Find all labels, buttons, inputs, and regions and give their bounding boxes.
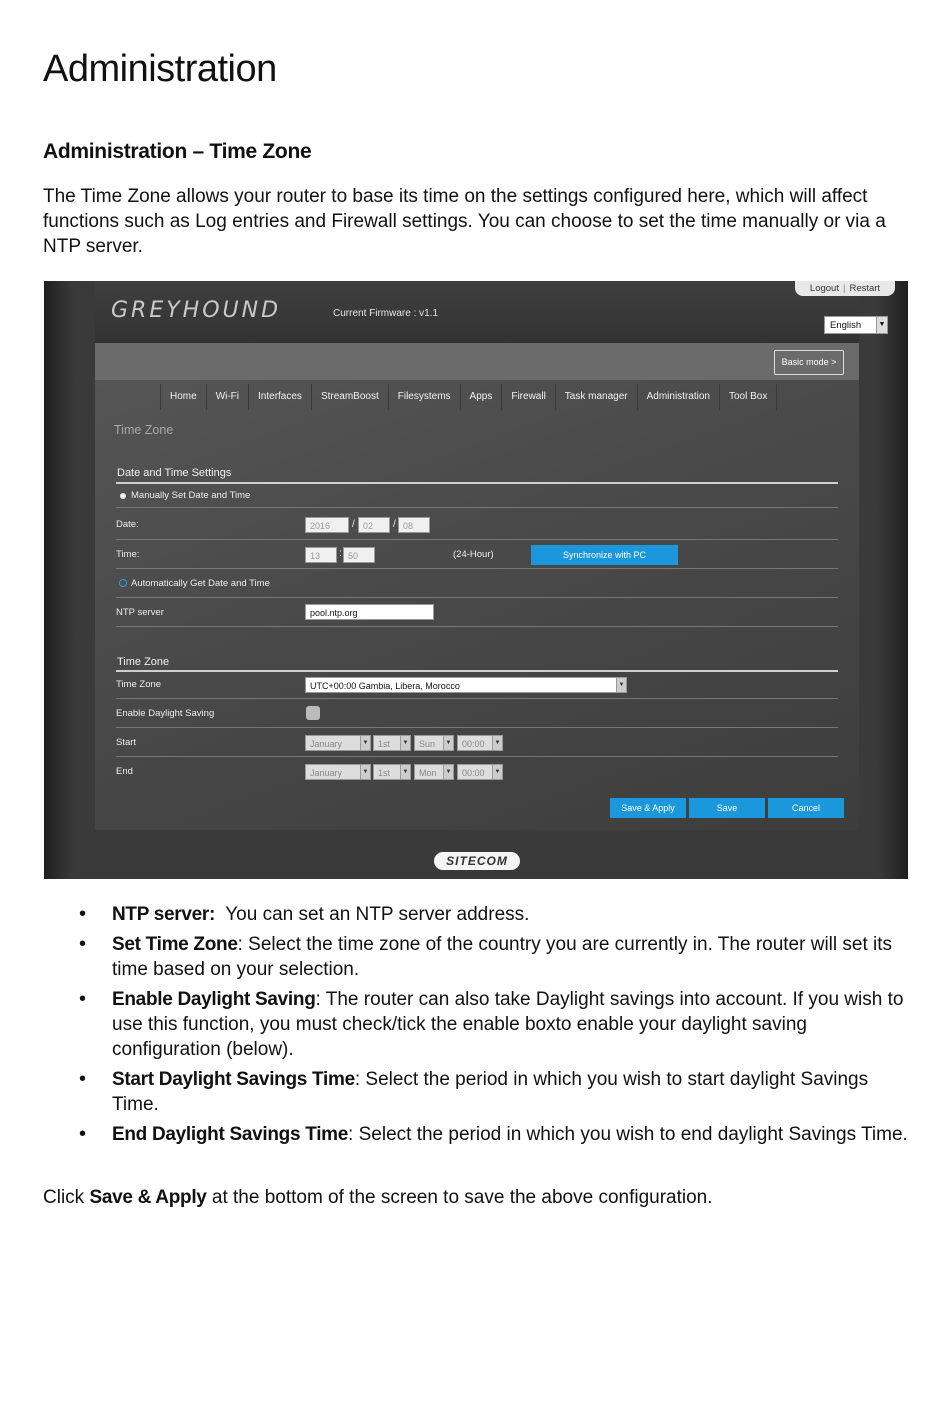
link-separator: | [842,283,846,294]
divider [116,626,838,627]
start-day-select[interactable] [414,735,454,751]
divider [116,539,838,540]
nav-apps[interactable]: Apps [461,384,503,410]
router-screenshot [44,281,908,879]
divider [116,670,838,672]
start-time-select[interactable] [457,735,503,751]
timezone-select[interactable] [305,677,627,693]
divider [116,597,838,598]
closing-bold: Save & Apply [89,1187,207,1208]
main-nav [160,384,777,410]
date-label: Date: [116,519,139,530]
section-title: Administration – Time Zone [43,140,312,163]
feature-list [79,902,909,1152]
time-separator: : [339,548,342,559]
chevron-down-icon: ▼ [400,736,410,750]
start-day-value: Sun [419,739,436,749]
main-panel [95,380,859,830]
bullet-text: : The router can also take Daylight savings into account. If you wish to use this function, you must check/tick the enable boxto enable your daylight saving configuration (below). [112,989,904,1060]
chevron-down-icon: ▼ [360,736,370,750]
bullet-term: Set Time Zone [112,934,238,955]
restart-link[interactable]: Restart [849,283,881,294]
start-month-value: January [310,739,343,749]
date-separator: / [393,519,396,530]
language-value: English [830,320,862,331]
date-time-section-title: Date and Time Settings [117,467,232,479]
dst-checkbox[interactable] [306,706,320,720]
panel-heading: Time Zone [114,423,174,437]
nav-home[interactable]: Home [161,384,207,410]
chevron-down-icon: ▼ [443,736,453,750]
firmware-version: Current Firmware : v1.1 [333,308,439,319]
sync-with-pc-button[interactable]: Synchronize with PC [531,545,678,565]
chevron-down-icon: ▼ [492,765,502,779]
end-month-select[interactable] [305,764,371,780]
hour-input[interactable]: 13 [305,547,337,563]
time-label: Time: [116,549,140,560]
date-separator: / [352,519,355,530]
end-time-value: 00:00 [462,768,485,778]
manual-option-label: Manually Set Date and Time [131,490,251,501]
bullet-term: NTP server: [112,904,216,925]
nav-wifi[interactable]: Wi-Fi [207,384,249,410]
nav-administration[interactable]: Administration [638,384,720,410]
chevron-down-icon: ▼ [876,317,887,333]
start-time-value: 00:00 [462,739,485,749]
end-day-select[interactable] [414,764,454,780]
chevron-down-icon: ▼ [360,765,370,779]
chevron-down-icon: ▼ [400,765,410,779]
closing-post: at the bottom of the screen to save the above configuration. [206,1187,713,1208]
logout-link[interactable]: Logout [809,283,839,294]
bullet-text: : Select the period in which you wish to end daylight Savings Time. [348,1124,908,1145]
bullet-text: You can set an NTP server address. [215,904,530,925]
closing-pre: Click [43,1187,90,1208]
start-week-select[interactable] [373,735,411,751]
list-item [79,902,909,927]
end-day-value: Mon [419,768,437,778]
save-button[interactable]: Save [689,798,765,818]
manual-radio[interactable] [120,493,126,499]
nav-toolbox[interactable]: Tool Box [720,384,777,410]
timezone-label: Time Zone [116,679,162,690]
bullet-term: Enable Daylight Saving [112,989,316,1010]
page-title: Administration [43,48,277,90]
bullet-term: End Daylight Savings Time [112,1124,349,1145]
sitecom-logo: SITECOM [434,852,520,870]
time-format-label: (24-Hour) [453,549,494,560]
intro-paragraph: The Time Zone allows your router to base its time on the settings configured here, which will affect functions such as Log entries and Firewall settings. You can choose to set the time manually or via a NTP server. [43,186,886,257]
list-item [79,1122,909,1147]
nav-streamboost[interactable]: StreamBoost [312,384,389,410]
basic-mode-button[interactable]: Basic mode > [774,350,844,375]
start-week-value: 1st [378,739,391,749]
divider [116,568,838,569]
chevron-down-icon: ▼ [616,678,626,692]
end-week-value: 1st [378,768,391,778]
list-item [79,932,909,982]
nav-interfaces[interactable]: Interfaces [249,384,312,410]
bullet-term: Start Daylight Savings Time [112,1069,355,1090]
auto-radio[interactable] [119,579,127,587]
ntp-server-input[interactable]: pool.ntp.org [305,604,434,620]
cancel-button[interactable]: Cancel [768,798,844,818]
divider [116,482,838,484]
nav-firewall[interactable]: Firewall [502,384,555,410]
day-input[interactable]: 08 [398,517,430,533]
top-links [795,281,895,296]
end-week-select[interactable] [373,764,411,780]
language-select[interactable] [824,316,888,334]
dst-label: Enable Daylight Saving [116,708,215,719]
chevron-down-icon: ▼ [492,736,502,750]
end-time-select[interactable] [457,764,503,780]
list-item [79,987,909,1062]
auto-option-label: Automatically Get Date and Time [131,578,270,589]
start-label: Start [116,737,137,748]
greyhound-logo: GREYHOUND [111,298,282,323]
nav-task-manager[interactable]: Task manager [556,384,638,410]
minute-input[interactable]: 50 [343,547,375,563]
bullet-text: : Select the period in which you wish to start daylight Savings Time. [112,1069,869,1115]
year-input[interactable]: 2016 [305,517,349,533]
bullet-text: : Select the time zone of the country you are currently in. The router will set its time based on your selection. [112,934,893,980]
divider [116,698,838,699]
nav-filesystems[interactable]: Filesystems [389,384,461,410]
start-month-select[interactable] [305,735,371,751]
end-month-value: January [310,768,343,778]
mode-bar [95,343,859,380]
list-item [79,1067,909,1117]
end-label: End [116,766,133,777]
divider [116,727,838,728]
timezone-value: UTC+00:00 Gambia, Libera, Morocco [310,681,460,691]
month-input[interactable]: 02 [358,517,390,533]
divider [116,507,838,508]
chevron-down-icon: ▼ [443,765,453,779]
save-apply-button[interactable]: Save & Apply [610,798,686,818]
divider [116,756,838,757]
router-header [95,281,886,343]
closing-paragraph [43,1187,713,1209]
ntp-label: NTP server [116,607,164,618]
timezone-section-title: Time Zone [117,656,170,668]
